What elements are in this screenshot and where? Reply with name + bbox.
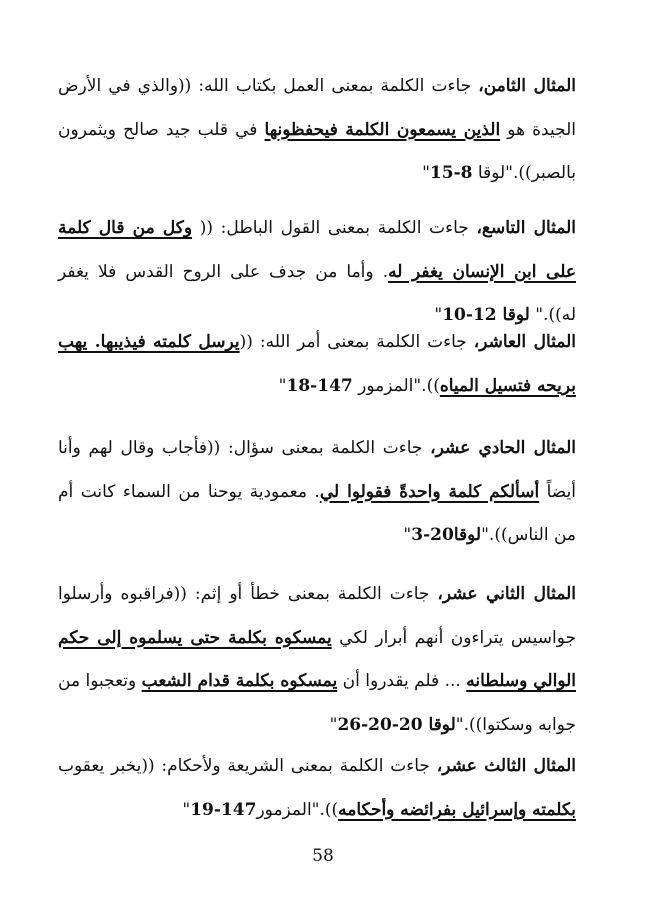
- scripture-reference: 147-19: [190, 799, 257, 820]
- example-heading: المثال التاسع،: [476, 218, 576, 238]
- body-text: . وأما من جدف على الروح القدس فلا يغفر له)).": [58, 261, 576, 325]
- example-heading: المثال الثالث عشر،: [436, 756, 576, 776]
- body-text: جاءت الكلمة بمعنى أمر الله: ((: [239, 332, 474, 352]
- body-text: جاءت الكلمة بمعنى الشريعة ولأحكام: ((يخبر يعقوب: [58, 756, 437, 776]
- body-text: ))."المزمور: [256, 799, 339, 820]
- body-text: جاءت الكلمة بمعنى العمل بكتاب الله: ((والذي في الأرض الجيدة هو: [58, 76, 576, 140]
- page-number: 58: [312, 846, 334, 866]
- scripture-reference: لوقا 12-10: [442, 305, 530, 325]
- body-text: جاءت الكلمة بمعنى سؤال: ((فأجاب وقال لهم وأنا أيضاً: [58, 438, 576, 502]
- body-text: ": [182, 799, 191, 820]
- body-text: وتعجبوا من جوابه وسكتوا)).": [58, 671, 576, 735]
- paragraph-example-11: [58, 427, 576, 558]
- body-text: جاءت الكلمة بمعنى خطأ أو إثم: ((فراقبوه وأرسلوا جواسيس يتراءون أنهم أبرار لكي: [58, 584, 576, 648]
- paragraph-example-12: [58, 573, 576, 747]
- emphasized-quote: بكلمته وإسرائيل بفرائضه وأحكامه: [338, 799, 576, 820]
- body-text: جاءت الكلمة بمعنى القول الباطل: ((: [192, 218, 477, 238]
- scripture-reference: 8-15: [429, 163, 473, 183]
- emphasized-quote: وكل من قال كلمة على ابن الإنسان يغفر له: [58, 218, 576, 282]
- scripture-reference: لوقا 20-20-26: [337, 714, 456, 735]
- body-text: ))."المزمور: [352, 375, 440, 396]
- emphasized-quote: يرسل كلمته فيذيبها. يهب بريحه فتسيل المياه: [58, 332, 576, 396]
- example-heading: المثال الثامن،: [478, 76, 577, 96]
- body-text: ": [422, 163, 430, 183]
- body-text: ": [329, 714, 338, 735]
- example-heading: المثال الحادي عشر،: [430, 438, 576, 458]
- scripture-reference: لوقا20-3: [411, 525, 482, 545]
- paragraph-example-10: [58, 321, 576, 408]
- body-text: ": [403, 525, 412, 545]
- paragraph-example-8: [58, 65, 576, 196]
- emphasized-quote: يمسكوه بكلمة حتى يسلموه إلى حكم الوالي وسلطانه: [58, 627, 576, 691]
- body-text: في قلب جيد صالح ويثمرون بالصبر))."لوقا: [58, 119, 576, 183]
- example-heading: المثال العاشر،: [473, 332, 576, 352]
- emphasized-quote: يمسكوه بكلمة قدام الشعب: [141, 671, 338, 691]
- paragraph-example-9: [58, 207, 576, 338]
- example-heading: المثال الثاني عشر،: [437, 584, 576, 604]
- emphasized-quote: أسألكم كلمة واحدةً فقولوا لي: [319, 481, 540, 502]
- body-text: ... فلم يقدروا أن: [337, 671, 467, 691]
- scripture-reference: 147-18: [286, 375, 353, 396]
- body-text: ": [278, 375, 287, 396]
- body-text: . معمودية يوحنا من السماء كانت أم من الناس)).": [58, 481, 576, 545]
- body-text: ": [434, 305, 443, 325]
- paragraph-example-13: [58, 745, 576, 832]
- emphasized-quote: الذين يسمعون الكلمة فيحفظونها: [264, 119, 501, 140]
